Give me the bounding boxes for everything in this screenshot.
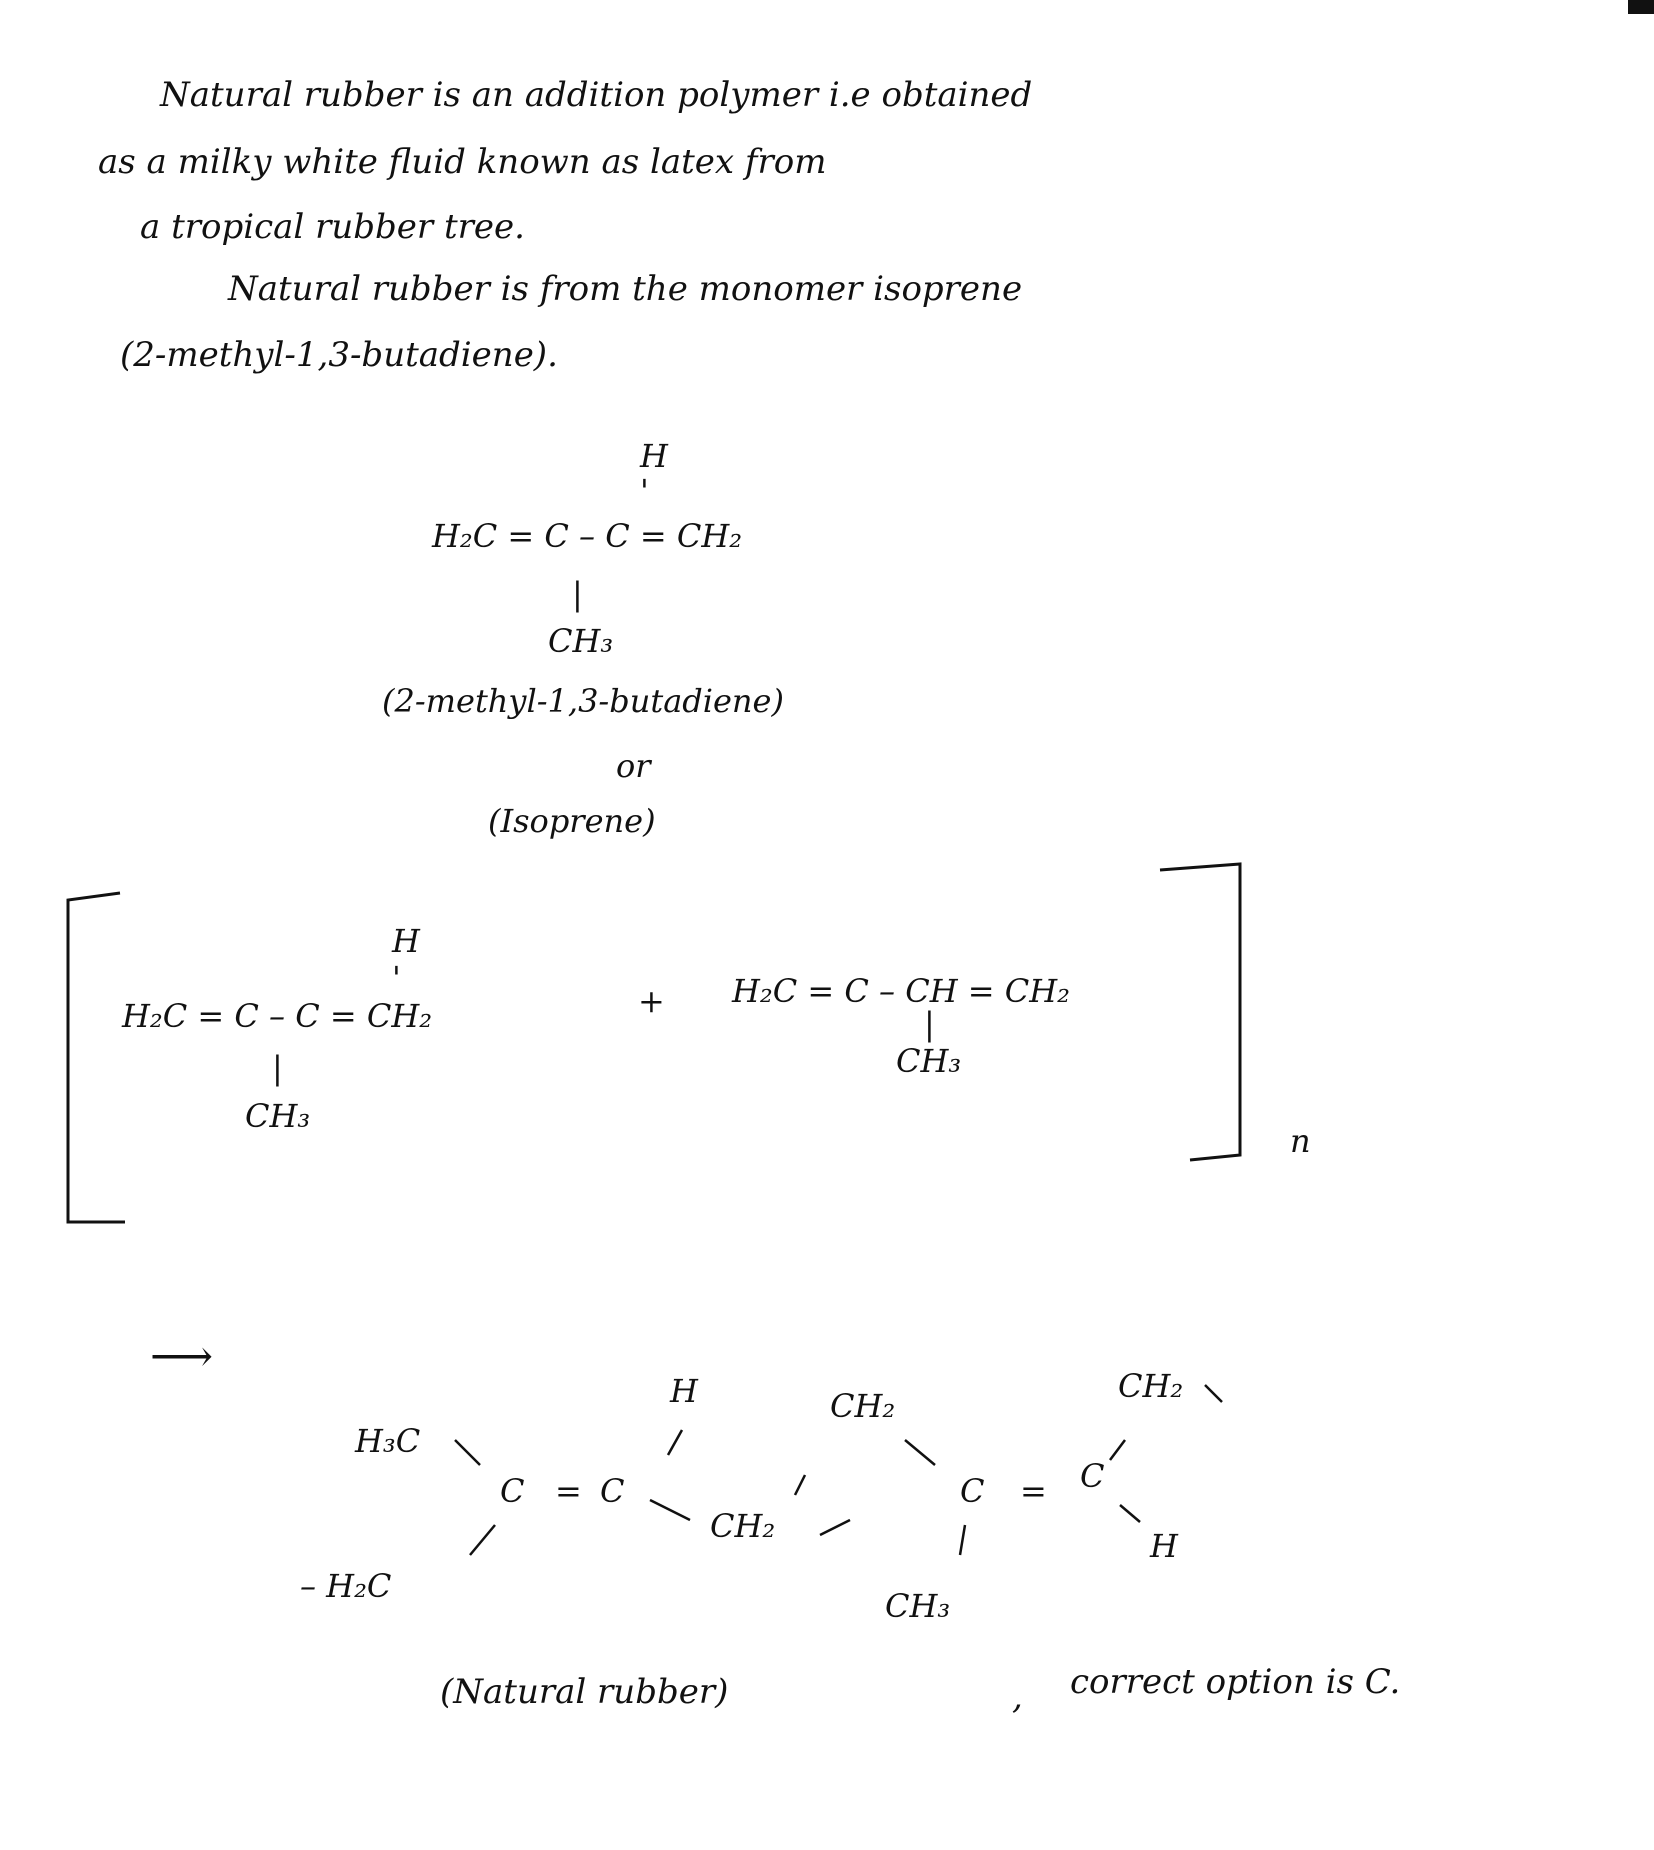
product-c3: C	[960, 1472, 985, 1510]
reaction-left-h-bond: '	[392, 959, 401, 997]
reaction-right-chain: H₂C = C – CH = CH₂	[732, 972, 1070, 1010]
paragraph-line-1: Natural rubber is an addition polymer i.e obtained	[160, 75, 1033, 115]
monomer-main-chain: H₂C = C – C = CH₂	[432, 517, 743, 555]
paragraph-line-5: (2-methyl-1,3-butadiene).	[120, 335, 558, 375]
reaction-plus: +	[638, 982, 665, 1020]
product-ch2-mid: CH₂	[710, 1507, 776, 1545]
paragraph-line-4: Natural rubber is from the monomer isoprene	[228, 269, 1023, 309]
reaction-left-chain: H₂C = C – C = CH₂	[122, 997, 433, 1035]
monomer-h-top: H	[640, 437, 668, 475]
product-caption: (Natural rubber)	[440, 1672, 729, 1712]
product-h2c: – H₂C	[300, 1567, 392, 1605]
paragraph-line-3: a tropical rubber tree.	[140, 207, 525, 247]
caption-comma: ,	[1012, 1677, 1023, 1717]
monomer-ch3: CH₃	[548, 622, 614, 660]
reaction-left-h: H	[392, 922, 420, 960]
monomer-alt-name: (Isoprene)	[488, 802, 656, 840]
product-c1: C	[500, 1472, 525, 1510]
product-ch2-right: CH₂	[1118, 1367, 1184, 1405]
monomer-name: (2-methyl-1,3-butadiene)	[382, 682, 784, 720]
reaction-subscript-n: n	[1290, 1122, 1311, 1160]
product-h-right: H	[1150, 1527, 1178, 1565]
product-ch3: CH₃	[885, 1587, 951, 1625]
reaction-right-bond-down: |	[924, 1005, 935, 1043]
reaction-left-ch3: CH₃	[245, 1097, 311, 1135]
paragraph-line-2: as a milky white fluid known as latex from	[98, 142, 827, 182]
monomer-bond-top: '	[640, 472, 649, 510]
product-c2: C	[600, 1472, 625, 1510]
monomer-bond-down: |	[572, 575, 583, 613]
product-c4: C	[1080, 1457, 1105, 1495]
answer-text: correct option is C.	[1070, 1662, 1401, 1702]
reaction-arrow: ⟶	[150, 1331, 214, 1382]
monomer-or: or	[616, 747, 651, 785]
product-eq2: =	[1020, 1472, 1047, 1510]
product-h3c: H₃C	[355, 1422, 421, 1460]
reaction-right-ch3: CH₃	[896, 1042, 962, 1080]
product-eq1: =	[555, 1472, 582, 1510]
reaction-left-bond-down: |	[272, 1049, 283, 1087]
product-h: H	[670, 1372, 698, 1410]
product-ch2-top: CH₂	[830, 1387, 896, 1425]
